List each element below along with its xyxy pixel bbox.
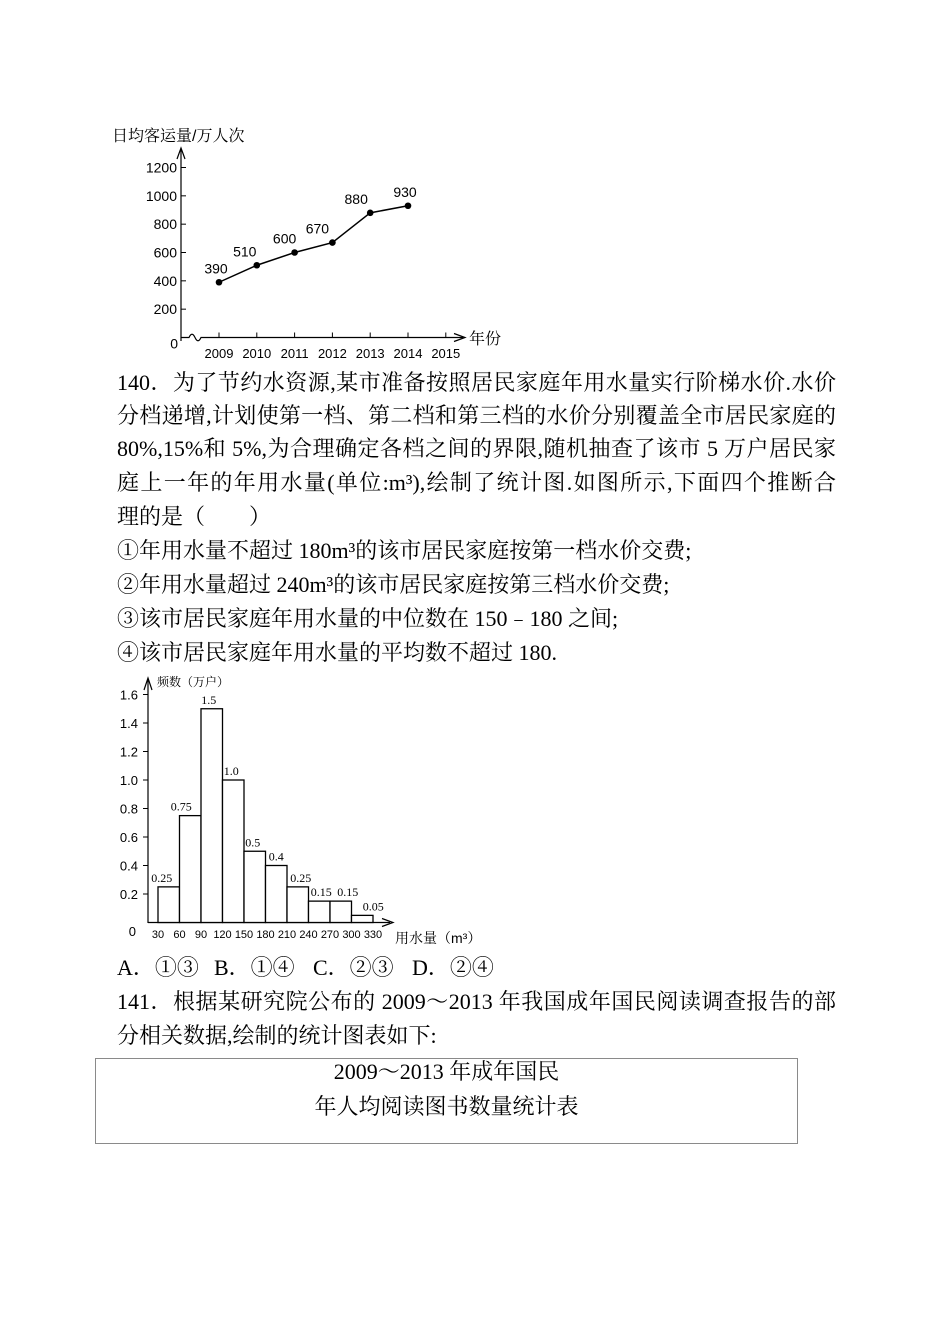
y-tick-label: 0.6 xyxy=(119,830,138,845)
histogram-bar xyxy=(223,780,245,923)
x-tick-label: 2010 xyxy=(242,346,272,361)
x-tick-label: 30 xyxy=(151,929,165,941)
data-point xyxy=(291,249,298,256)
bar-data-label: 1.5 xyxy=(201,692,217,707)
y-tick-label: 1.0 xyxy=(119,773,138,788)
q140-statement-3: ③该市居民家庭年用水量的中位数在 150﹣180 之间; xyxy=(117,606,619,631)
x-tick-label: 2013 xyxy=(355,346,385,361)
data-point xyxy=(367,210,374,217)
q140-text-line: 80%,15%和 5%,为合理确定各档之间的界限,随机抽查了该市 5 万户居民家 xyxy=(117,436,836,461)
data-label: 390 xyxy=(204,260,228,277)
option-d: D．②④ xyxy=(412,955,494,980)
x-tick-label: 180 xyxy=(256,929,275,941)
y-tick-label: 1.4 xyxy=(119,716,138,731)
q140-statement-2: ②年用水量超过 240m³的该市居民家庭按第三档水价交费; xyxy=(117,572,670,597)
data-point xyxy=(405,202,412,209)
table-title-line-2: 年人均阅读图书数量统计表 xyxy=(314,1094,579,1119)
histogram-bar xyxy=(180,816,202,923)
q140-text-line: 理的是（ ） xyxy=(117,504,272,529)
q140-text-line: 140．为了节约水资源,某市准备按照居民家庭年用水量实行阶梯水价.水价 xyxy=(117,370,836,395)
x-tick-label: 90 xyxy=(194,929,208,941)
x-tick-label: 270 xyxy=(320,929,340,941)
y-axis-title: 频数（万户） xyxy=(157,675,230,689)
bar-data-label: 0.15 xyxy=(337,885,359,900)
x-tick-label: 240 xyxy=(299,929,318,941)
histogram-bar xyxy=(309,901,331,922)
passenger-volume-line-chart xyxy=(100,118,520,366)
option-a: A．①③ xyxy=(117,955,199,980)
x-axis-line xyxy=(181,334,463,341)
bar-data-label: 0.5 xyxy=(245,835,261,850)
x-tick-label: 2011 xyxy=(280,346,309,361)
y-tick-label: 1200 xyxy=(145,159,177,176)
histogram-bar xyxy=(201,709,223,923)
y-tick-label: 200 xyxy=(153,301,177,318)
y-tick-label: 1.2 xyxy=(119,744,138,760)
x-tick-label: 2012 xyxy=(317,346,347,361)
reading-statistics-table xyxy=(95,1058,798,1144)
bar-data-label: 0.15 xyxy=(310,885,332,900)
table-title-line-1: 2009～2013 年成年国民 xyxy=(333,1059,560,1084)
y-tick-label: 0 xyxy=(170,335,178,352)
q140-statement-1: ①年用水量不超过 180m³的该市居民家庭按第一档水价交费; xyxy=(117,538,692,563)
histogram-bar xyxy=(352,915,374,922)
data-label: 930 xyxy=(393,183,417,200)
bar-data-label: 0.75 xyxy=(170,799,192,814)
bar-data-label: 1.0 xyxy=(223,764,239,778)
y-tick-label: 600 xyxy=(153,244,177,261)
data-point xyxy=(329,239,336,246)
y-tick-label: 0.8 xyxy=(119,801,138,817)
y-tick-label: 800 xyxy=(153,216,177,233)
histogram-bar xyxy=(266,866,288,923)
data-label: 510 xyxy=(233,243,257,260)
x-tick-label: 120 xyxy=(213,929,232,941)
q140-text-line: 庭上一年的年用水量(单位:m³),绘制了统计图.如图所示,下面四个推断合 xyxy=(117,470,836,495)
q141-text-line: 141．根据某研究院公布的 2009～2013 年我国成年国民阅读调查报告的部 xyxy=(117,989,836,1014)
x-tick-label: 210 xyxy=(277,929,297,941)
bar-data-label: 0.05 xyxy=(362,899,384,914)
histogram-bar xyxy=(244,851,266,922)
x-axis-title: 用水量（m³） xyxy=(395,930,482,946)
data-label: 600 xyxy=(272,230,297,247)
histogram-bar xyxy=(330,901,352,922)
x-tick-label: 2009 xyxy=(204,346,234,361)
data-point xyxy=(253,262,260,269)
y-tick-label: 0 xyxy=(128,924,136,939)
y-axis-title: 日均客运量/万人次 xyxy=(112,128,245,145)
q140-statement-4: ④该市居民家庭年用水量的平均数不超过 180. xyxy=(117,640,558,665)
q141-text-line: 分相关数据,绘制的统计图表如下: xyxy=(117,1023,437,1048)
y-tick-label: 0.2 xyxy=(119,887,138,902)
option-c: C．②③ xyxy=(313,955,394,980)
x-tick-label: 2015 xyxy=(431,346,461,361)
bar-data-label: 0.25 xyxy=(151,870,173,885)
y-tick-label: 1.6 xyxy=(119,687,138,703)
water-usage-histogram xyxy=(105,668,485,948)
y-tick-label: 1000 xyxy=(145,187,177,204)
histogram-bar xyxy=(287,887,309,923)
data-point xyxy=(216,279,223,286)
data-label: 670 xyxy=(305,220,330,237)
histogram-bar xyxy=(158,887,180,923)
x-axis-title: 年份 xyxy=(469,331,502,348)
x-tick-label: 2014 xyxy=(393,346,423,361)
y-tick-label: 400 xyxy=(153,272,177,289)
q140-text-line: 分档递增,计划使第一档、第二档和第三档的水价分别覆盖全市居民家庭的 xyxy=(117,403,836,428)
y-tick-label: 0.4 xyxy=(119,858,138,874)
x-tick-label: 60 xyxy=(173,929,186,941)
option-b: B．①④ xyxy=(214,955,295,980)
x-tick-label: 330 xyxy=(363,929,383,941)
x-tick-label: 300 xyxy=(342,929,361,941)
x-tick-label: 150 xyxy=(234,929,254,941)
bar-data-label: 0.25 xyxy=(290,870,312,885)
data-label: 880 xyxy=(344,190,368,207)
bar-data-label: 0.4 xyxy=(268,849,284,864)
